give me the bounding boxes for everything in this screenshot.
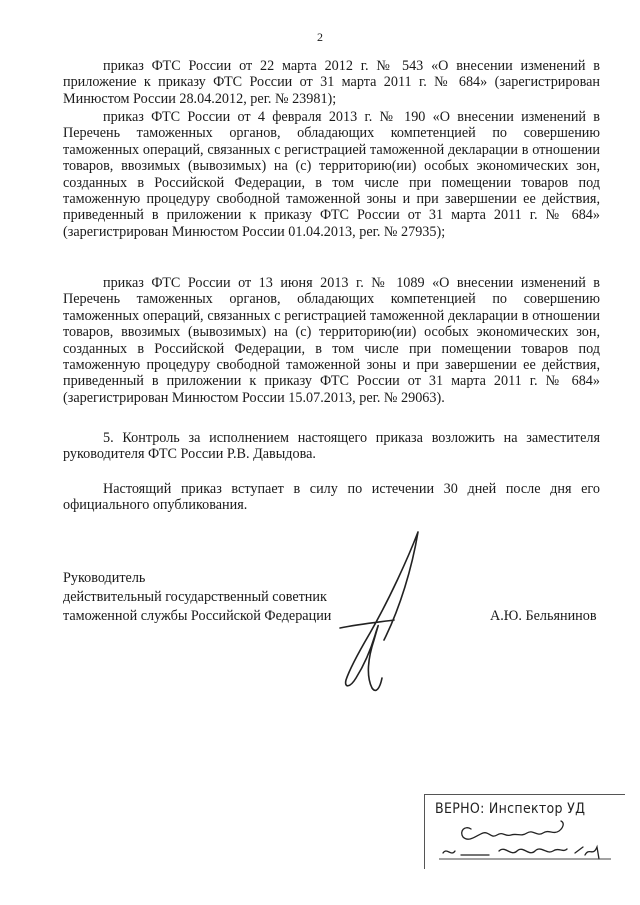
stamp-handwriting bbox=[425, 795, 625, 869]
signer-name: А.Ю. Бельянинов bbox=[490, 608, 597, 624]
paragraph-order-190: приказ ФТС России от 4 февраля 2013 г. № 190 «О внесении изменений в Перечень таможенных органов, обладающих компетенцией по совершению таможенных операций, связанных с регистрацией таможенной декларации в отношении товаров, ввозимых (вывозимых) на (с) территорию(ии) особых экономических зон, созданных в Российской Федерации, в том числе при помещении товаров под таможенную процедуру свободной таможенной зоны и при завершении ее действия, приведенный в приложении к приказу ФТС России от 31 марта 2011 г. № 684» (зарегистрирован Минюстом России 01.04.2013, рег. № 27935); bbox=[63, 109, 600, 240]
handwritten-signature bbox=[320, 528, 430, 698]
paragraph-order-1089: приказ ФТС России от 13 июня 2013 г. № 1089 «О внесении изменений в Перечень таможенных органов, обладающих компетенцией по совершению таможенных операций, связанных с регистрацией таможенной декларации в отношении товаров, ввозимых (вывозимых) на (с) территорию(ии) особых экономических зон, созданных в Российской Федерации, в том числе при помещении товаров под таможенную процедуру свободной таможенной зоны и при завершении ее действия, приведенный в приложении к приказу ФТС России от 31 марта 2011 г. № 684» (зарегистрирован Минюстом России 15.07.2013, рег. № 29063). bbox=[63, 275, 600, 406]
page-number: 2 bbox=[317, 30, 323, 44]
signer-position-line3: таможенной службы Российской Федерации bbox=[63, 608, 332, 624]
signer-position-line1: Руководитель bbox=[63, 570, 146, 586]
stamp-text: ВЕРНО: Инспектор УД bbox=[435, 801, 586, 817]
paragraph-effective-date: Настоящий приказ вступает в силу по истечении 30 дней после дня его официального опубликования. bbox=[63, 481, 600, 514]
paragraph-control-clause: 5. Контроль за исполнением настоящего приказа возложить на заместителя руководителя ФТС России Р.В. Давыдова. bbox=[63, 430, 600, 463]
certification-stamp bbox=[424, 794, 625, 869]
paragraph-order-543: приказ ФТС России от 22 марта 2012 г. № 543 «О внесении изменений в приложение к приказу ФТС России от 31 марта 2011 г. № 684» (зарегистрирован Минюстом России 28.04.2012, рег. № 23981); bbox=[63, 58, 600, 107]
signer-position-line2: действительный государственный советник bbox=[63, 589, 327, 605]
